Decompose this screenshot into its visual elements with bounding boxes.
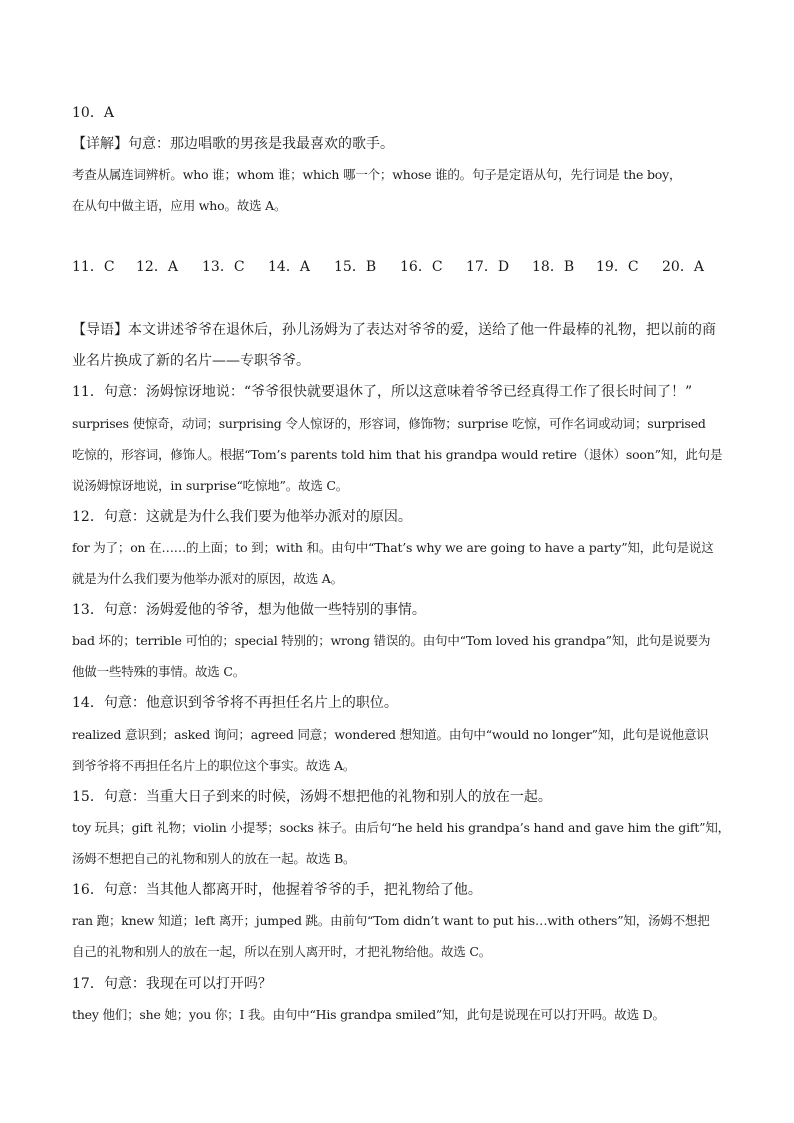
answer-20: 20．A (662, 259, 704, 275)
q10-detail: 【详解】句意：那边唱歌的男孩是我最喜欢的歌手。 (72, 136, 394, 152)
q10-answer: 10．A (72, 105, 114, 121)
q10-explanation-line2: 在从句中做主语，应用 who。故选 A。 (72, 198, 287, 213)
q16-title: 16．句意：当其他人都离开时，他握着爷爷的手，把礼物给了他。 (72, 882, 482, 898)
answer-13: 13．C (202, 259, 245, 275)
answer-16: 16．C (400, 259, 443, 275)
q15-title: 15．句意：当重大日子到来的时候，汤姆不想把他的礼物和别人的放在一起。 (72, 789, 552, 805)
q11-title: 11．句意：汤姆惊讶地说：“爷爷很快就要退休了，所以这意味着爷爷已经真得工作了很长时间了！” (72, 384, 693, 400)
q14-line1: realized 意识到；asked 询问；agreed 同意；wondered 想知道。由句中“would no longer”知，此句是说他意识 (72, 727, 709, 742)
q11-line1: surprises 使惊奇，动词；surprising 令人惊讶的，形容词，修饰物；surprise 吃惊，可作名词或动词；surprised (72, 416, 706, 431)
answer-15: 15．B (334, 259, 377, 275)
answer-17: 17．D (466, 259, 510, 275)
q16-line2: 自己的礼物和别人的放在一起，所以在别人离开时，才把礼物给他。故选 C。 (72, 944, 492, 959)
q11-line3: 说汤姆惊讶地说，in surprise“吃惊地”。故选 C。 (72, 478, 349, 493)
q12-title: 12．句意：这就是为什么我们要为他举办派对的原因。 (72, 509, 412, 525)
q10-explanation-line1: 考查从属连词辨析。who 谁；whom 谁；which 哪一个；whose 谁的。句子是定语从句，先行词是 the boy， (72, 167, 682, 182)
answer-18: 18．B (532, 259, 575, 275)
answer-19: 19．C (596, 259, 639, 275)
q13-title: 13．句意：汤姆爱他的爷爷，想为他做一些特别的事情。 (72, 602, 426, 618)
q12-line2: 就是为什么我们要为他举办派对的原因，故选 A。 (72, 571, 343, 586)
answer-11: 11．C (72, 259, 115, 275)
answer-12: 12．A (136, 259, 178, 275)
guide-line2: 业名片换成了新的名片——专职爷爷。 (72, 353, 310, 369)
answer-key-row (72, 257, 712, 279)
answer-14: 14．A (268, 259, 310, 275)
q16-line1: ran 跑；knew 知道；left 离开；jumped 跳。由前句“Tom didn’t want to put his…with others”知，汤姆不想把 (72, 913, 710, 928)
guide-line1: 【导语】本文讲述爷爷在退休后，孙儿汤姆为了表达对爷爷的爱，送给了他一件最棒的礼物，把以前的商 (72, 322, 716, 338)
q11-line2: 吃惊的，形容词，修饰人。根据“Tom’s parents told him that his grandpa would retire（退休）soon”知，此句是 (72, 447, 723, 462)
q14-title: 14．句意：他意识到爷爷将不再担任名片上的职位。 (72, 695, 398, 711)
q12-line1: for 为了；on 在……的上面；to 到；with 和。由句中“That’s why we are going to have a party”知，此句是说这 (72, 540, 714, 555)
q14-line2: 到爷爷将不再担任名片上的职位这个事实。故选 A。 (72, 758, 356, 773)
q13-line2: 他做一些特殊的事情。故选 C。 (72, 664, 246, 679)
q15-line1: toy 玩具；gift 礼物；violin 小提琴；socks 袜子。由后句“he held his grandpa’s hand and gave him the gift”知， (72, 820, 730, 835)
q17-line1: they 他们；she 她；you 你；I 我。由句中“His grandpa smiled”知，此句是说现在可以打开吗。故选 D。 (72, 1007, 665, 1022)
q13-line1: bad 坏的；terrible 可怕的；special 特别的；wrong 错误的。由句中“Tom loved his grandpa”知，此句是说要为 (72, 633, 711, 648)
q17-title: 17．句意：我现在可以打开吗？ (72, 976, 272, 992)
q15-line2: 汤姆不想把自己的礼物和别人的放在一起。故选 B。 (72, 851, 356, 866)
